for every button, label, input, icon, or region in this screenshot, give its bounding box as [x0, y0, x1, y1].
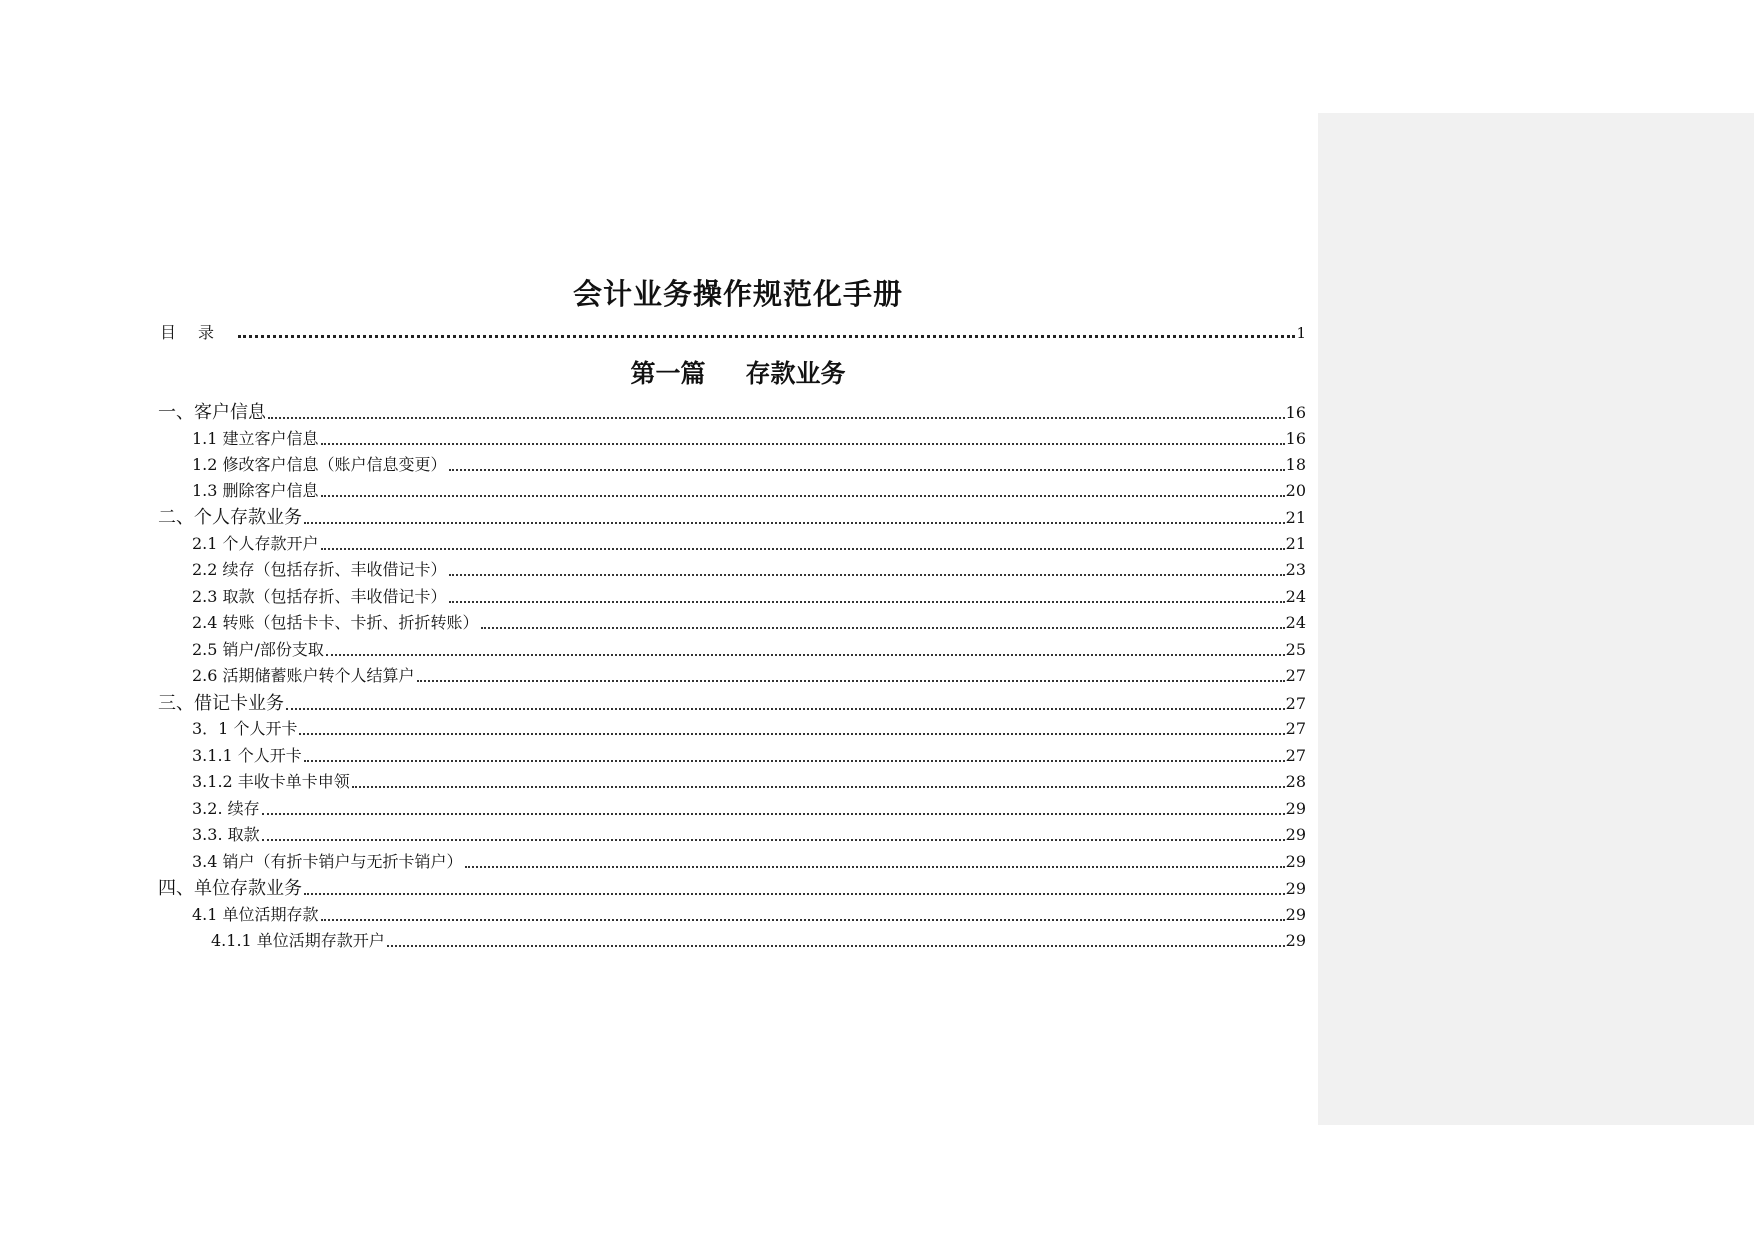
- dot-leader: [262, 813, 1285, 815]
- toc-entry-page: 20: [1285, 481, 1306, 500]
- dot-leader: [286, 708, 1285, 710]
- toc-heading-label: 目录: [160, 323, 237, 342]
- toc-entry[interactable]: [158, 506, 1306, 530]
- toc-entry-page: 27: [1285, 719, 1306, 738]
- dot-leader: [449, 574, 1285, 576]
- dot-leader: [238, 335, 1295, 338]
- toc-entry-page: 25: [1285, 640, 1306, 659]
- toc-entry-page: 21: [1285, 508, 1306, 527]
- toc-entry[interactable]: [192, 664, 1306, 688]
- toc-entry-page: 29: [1285, 799, 1306, 818]
- toc-entry-label: 3.1.2 丰收卡单卡申领: [192, 772, 350, 791]
- toc-entry-page: 29: [1285, 931, 1306, 950]
- toc-entry[interactable]: [192, 850, 1306, 874]
- toc-entry[interactable]: [192, 903, 1306, 927]
- toc-entry-label: 3.2. 续存: [192, 799, 260, 818]
- toc-entry-label: 1.3 删除客户信息: [192, 481, 319, 500]
- toc-entry[interactable]: [192, 638, 1306, 662]
- toc-entry-page: 24: [1285, 587, 1306, 606]
- toc-entry-page: 21: [1285, 534, 1306, 553]
- part-title: [0, 354, 1476, 390]
- toc-entry[interactable]: [192, 744, 1306, 768]
- toc-entry[interactable]: [158, 401, 1306, 425]
- toc-entry[interactable]: [192, 797, 1306, 821]
- toc-entry-label: 3.1.1 个人开卡: [192, 746, 302, 765]
- dot-leader: [321, 548, 1285, 550]
- toc-entry-label: 2.2 续存（包括存折、丰收借记卡）: [192, 560, 447, 579]
- dot-leader: [352, 786, 1285, 788]
- dot-leader: [304, 522, 1285, 524]
- toc-entry-page: 18: [1285, 455, 1306, 474]
- toc-entry[interactable]: [192, 558, 1306, 582]
- toc-entry-label: 2.6 活期储蓄账户转个人结算户: [192, 666, 415, 685]
- toc-entry-label: 2.3 取款（包括存折、丰收借记卡）: [192, 587, 447, 606]
- toc-entry-page: 27: [1285, 694, 1306, 713]
- dot-leader: [321, 443, 1285, 445]
- toc-entry-label: 二、个人存款业务: [158, 507, 302, 528]
- toc-entry-label: 3.3. 取款: [192, 825, 260, 844]
- margin-panel: [1318, 113, 1754, 1125]
- toc-entry-label: 1.2 修改客户信息（账户信息变更）: [192, 455, 447, 474]
- dot-leader: [417, 680, 1285, 682]
- part-prefix: 第一篇: [630, 359, 706, 388]
- part-name: 存款业务: [745, 359, 846, 388]
- toc-entry-page: 29: [1285, 852, 1306, 871]
- toc-entry-label: 4.1.1 单位活期存款开户: [211, 931, 385, 950]
- toc-entry[interactable]: [192, 479, 1306, 503]
- dot-leader: [481, 627, 1285, 629]
- toc-entry-label: 3．1 个人开卡: [192, 719, 298, 738]
- toc-entry[interactable]: [192, 611, 1306, 635]
- document-title: 会计业务操作规范化手册: [572, 277, 903, 311]
- toc-entry[interactable]: [211, 929, 1306, 953]
- toc-entry[interactable]: [158, 692, 1306, 716]
- dot-leader: [449, 601, 1285, 603]
- toc-entry[interactable]: [158, 877, 1306, 901]
- toc-entry[interactable]: [192, 585, 1306, 609]
- toc-entry-page: 27: [1285, 666, 1306, 685]
- dot-leader: [449, 469, 1285, 471]
- toc-entry-label: 3.4 销户（有折卡销户与无折卡销户）: [192, 852, 463, 871]
- dot-leader: [321, 919, 1285, 921]
- dot-leader: [465, 866, 1285, 868]
- toc-entry-page: 27: [1285, 746, 1306, 765]
- toc-entry-page: 28: [1285, 772, 1306, 791]
- toc-entry[interactable]: [192, 770, 1306, 794]
- toc-entry[interactable]: [192, 717, 1306, 741]
- dot-leader: [304, 893, 1285, 895]
- toc-entry-label: 2.5 销户/部份支取: [192, 640, 324, 659]
- dot-leader: [268, 417, 1285, 419]
- toc-entry-label: 4.1 单位活期存款: [192, 905, 319, 924]
- toc-entry[interactable]: [192, 532, 1306, 556]
- toc-entry-label: 2.1 个人存款开户: [192, 534, 319, 553]
- toc-entry-page: 29: [1285, 905, 1306, 924]
- dot-leader: [321, 495, 1285, 497]
- toc-entry[interactable]: [192, 823, 1306, 847]
- dot-leader: [326, 654, 1285, 656]
- toc-entry[interactable]: [192, 453, 1306, 477]
- toc-entry-page: 23: [1285, 560, 1306, 579]
- toc-entry-page: 29: [1285, 879, 1306, 898]
- dot-leader: [387, 945, 1285, 947]
- toc-entry-label: 三、借记卡业务: [158, 693, 284, 714]
- toc-entry-label: 一、客户信息: [158, 402, 266, 423]
- toc-heading-page: 1: [1296, 324, 1306, 342]
- toc-entry-page: 29: [1285, 825, 1306, 844]
- toc-heading[interactable]: [160, 321, 1306, 345]
- toc-entry-page: 16: [1285, 403, 1306, 422]
- toc-entry-page: 24: [1285, 613, 1306, 632]
- toc-entry-label: 四、单位存款业务: [158, 878, 302, 899]
- dot-leader: [262, 839, 1285, 841]
- toc-entry-label: 1.1 建立客户信息: [192, 429, 319, 448]
- toc-entry-page: 16: [1285, 429, 1306, 448]
- toc-entry-label: 2.4 转账（包括卡卡、卡折、折折转账）: [192, 613, 479, 632]
- toc-entry[interactable]: [192, 427, 1306, 451]
- dot-leader: [299, 733, 1284, 735]
- dot-leader: [304, 760, 1285, 762]
